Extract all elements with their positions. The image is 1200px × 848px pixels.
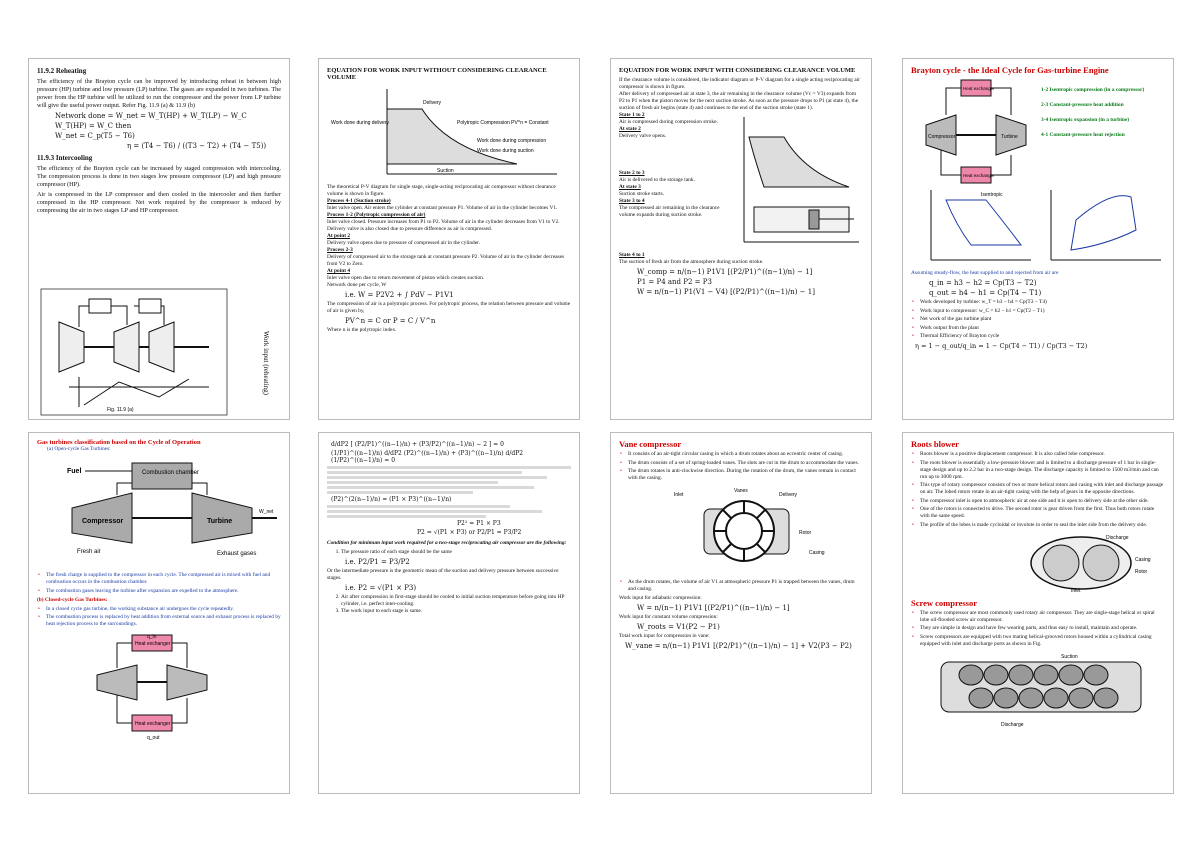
p6-eq-3: (P2)^(2(n−1)/n) = (P1 × P3)^((n−1)/n) (331, 496, 452, 503)
p7-b4: • As the drum rotates, the volume of air V1 at atmospheric pressure P1 is trapped between the vanes, drum and casing. (628, 579, 863, 593)
page-vane-compressor (610, 432, 872, 794)
p8-sb3: • Screw compressors are equipped with two mating helical-grooved rotors housed within a cylindrical casing equipped with inlet and discharge ports as shown in Fig. (920, 634, 1165, 648)
open-cycle-diagram (37, 453, 283, 565)
p8-rb3: • This type of rotary compressor consists of two or more helical rotors and casing with inlet and discharge passage on air. The lobed rotors rotate in an air-tight casing with the help of gears in the opposite directions. (920, 482, 1165, 496)
page-brayton (902, 58, 1174, 420)
qin-label: q_in (147, 634, 157, 640)
turb-label: Turbine (1001, 134, 1018, 140)
p3-t2: State 1 to 2 (619, 112, 645, 118)
legend-1: 1-2 Isentropic compression (in a compressor) (1041, 87, 1145, 93)
legend-3: 3-4 Isentropic expansion (in a turbine) (1041, 117, 1130, 123)
p8-rb4: • The compressor inlet is open to atmospheric air at one side and it is open to delivery side at the other side. (920, 498, 1165, 505)
comp-label: Compressor (928, 134, 956, 140)
p7-b3: • The drum rotates in anti-clockwise direction. During the rotation of the drum, the vanes remain in contact with the casing. (628, 468, 863, 482)
page-minimum-work (318, 432, 580, 794)
p3-t0: If the clearance volume is considered, the indicator diagram or P-V diagram for a single acting reciprocating air compressor is shown in figure. (619, 77, 860, 90)
p6-item-1c: Or the intermediate pressure is the geometric mean of the suction and delivery pressure between successive stages. (327, 568, 559, 581)
eq-whp: W_T(HP) = W_C then (55, 122, 132, 130)
pv-diagram-clearance (729, 112, 863, 252)
fuel-label: Fuel (67, 468, 82, 475)
p3-t5: Delivery valve opens. (619, 133, 667, 139)
p8-rb6: • The profile of the lobes is made cycloidal or involute in order to seal the inlet side from the delivery side. (920, 522, 1165, 529)
p3-t1: After delivery of compressed air at state 3, the air remaining in the clearance volume (Vc = V3) expands from P2 to P1 when the piston moves for the next suction stroke. As soon as the pressure drops to P1 (at state 4), the suction of fresh air begins (state 4) and continues to the end of the suction stroke (state 1). (619, 91, 859, 111)
reheat-heading: 11.9.2 Reheating (37, 67, 87, 75)
p2-t15: Where n is the polytropic index. (327, 327, 397, 333)
p6-eq-2: (1/P1)^((n−1)/n) d/dP2 (P2)^((n−1)/n) + (P3)^((n−1)/n) d/dP2 (1/P2)^((n−1)/n) = 0 (331, 450, 524, 464)
p3-t9: Suction stroke starts. (619, 191, 665, 197)
roots-casing-label: Casing (1135, 556, 1151, 563)
vane-vanes-label: Vanes (734, 488, 748, 494)
p7-t1: W = n/(n−1) P1V1 [(P2/P1)^((n−1)/n) − 1] (637, 604, 790, 612)
combustion-label: Combustion chamber (142, 470, 200, 476)
screw-compressor-diagram (911, 650, 1167, 730)
p7-t5: W_vane = n/(n−1) P1V1 [(P2/P1)^((n−1)/n) − 1] + V2(P3 − P2) (625, 642, 852, 650)
p3-t15: P1 = P4 and P2 = P3 (637, 278, 712, 286)
p5-open-head: (a) Open-cycle Gas Turbines: (47, 446, 111, 452)
screw-suction-label: Suction (1061, 653, 1078, 660)
p4-t3: • Work developed by turbine: w_T = h3 − h4 = Cp(T3 − T4) (920, 299, 1165, 306)
p3-t8: At state 3 (619, 184, 641, 190)
eq-efficiency: η = (T4 − T6) / ((T3 − T2) + (T4 − T5)) (127, 142, 267, 150)
p4-t1: q_in = h3 − h2 = Cp(T3 − T2) (929, 279, 1037, 287)
p6-item-1d: i.e. P2 = √(P1 × P3) (345, 584, 417, 592)
qout-label: q_out (147, 735, 160, 740)
closed-cycle-diagram (37, 630, 283, 740)
p4-t6: • Work output from the plant (920, 325, 1165, 332)
hx-top-label: Heat exchanger (135, 641, 171, 647)
p6-eq-1: d/dP2 [ (P2/P1)^((n−1)/n) + (P3/P2)^((n−1)/n) − 2 ] = 0 (331, 441, 504, 448)
p4-title: Brayton cycle - the Ideal Cycle for Gas-turbine Engine (911, 65, 1109, 75)
p6-item-1: 1. The pressure ratio of each stage should be the same (341, 549, 571, 556)
p3-t7: Air is delivered to the storage tank. (619, 177, 695, 183)
vane-delivery-label: Delivery (779, 492, 798, 498)
p4-t4: • Work input to compressor: w_C = h2 − h1 = Cp(T2 − T1) (920, 308, 1165, 315)
roots-inlet-label: Inlet (1071, 587, 1081, 593)
p2-t6: Delivery valve opens due to pressure of compressed air in the cylinder. (327, 240, 480, 246)
roots-discharge-label: Discharge (1106, 534, 1129, 541)
p7-title: Vane compressor (619, 439, 682, 449)
p7-t3: W_roots = V1(P2 − P1) (637, 623, 720, 631)
page-reheating (28, 58, 290, 420)
p7-t0: Work input for adiabatic compression: (619, 595, 702, 601)
p3-t10: State 3 to 4 (619, 198, 645, 204)
p6-item-3: 3. The work input to each stage is same. (341, 608, 571, 615)
p2-t0: The theoretical P-V diagram for single stage, single-acting reciprocating air compressor without clearance volume is shown in figure. (327, 184, 556, 197)
reheat-plant-figure (39, 287, 229, 417)
eq-network: Network done = W_net = W_T(HP) + W_T(LP) − W_C (55, 112, 247, 120)
roots-blower-diagram (911, 531, 1167, 593)
brayton-pv-ts-diagrams (911, 185, 1167, 265)
p3-t13: The suction of fresh air from the atmosphere during suction stroke. (619, 259, 764, 265)
legend-4: 4-1 Constant-pressure heat rejection (1041, 132, 1125, 138)
p2-t3: Process 1-2 (Polytropic compression of air) (327, 212, 426, 218)
p3-t16: W = n/(n−1) P1(V1 − V4) [(P2/P1)^((n−1)/n) − 1] (637, 288, 815, 296)
hx-bottom-label: Heat exchanger (135, 721, 171, 727)
label-work-compression: Work done during compression (477, 138, 547, 144)
p5-closed-1: • In a closed cycle gas turbine, the working substance air undergoes the cycle repeatedly. (46, 606, 281, 613)
isentropic-label: Isentropic (981, 192, 1003, 198)
label-work-suction: Work done during suction (477, 148, 534, 154)
label-delivery: Delivery (423, 100, 442, 106)
page-work-clearance (610, 58, 872, 420)
p6-heading: Condition for minimum input work required for a two-stage reciprocating air compressor are the following: (327, 540, 567, 546)
wnet-label: W_net (259, 509, 274, 515)
fig-caption: Fig. 11.9 (a) (107, 407, 134, 413)
page-work-no-clearance (318, 58, 580, 420)
p3-t4: At state 2 (619, 126, 641, 132)
p2-t11: Network done per cycle, W (327, 282, 387, 288)
p8-rb1: • Roots blower is a positive displacement compressor. It is also called lobe compressor. (920, 451, 1165, 458)
hx1-label: Heat exchanger (963, 86, 995, 91)
p6-eq-5: P2 = √(P1 × P3) or P2/P1 = P3/P2 (417, 529, 522, 536)
p4-t0: Assuming steady-flow, the heat supplied to and rejected from air are (911, 270, 1059, 276)
p3-t14: W_comp = n/(n−1) P1V1 [(P2/P1)^((n−1)/n) − 1] (637, 268, 813, 276)
p6-item-1b: i.e. P2/P1 = P3/P2 (345, 558, 410, 566)
intercool-heading: 11.9.3 Intercooling (37, 154, 93, 162)
brayton-plant-diagram (911, 75, 1041, 185)
label-polytropic: Polytropic Compression PV^n = Constant (457, 120, 549, 126)
vane-inlet-label: Inlet (674, 492, 684, 498)
p8-screw-title: Screw compressor (911, 597, 978, 608)
exhaust-label: Exhaust gases (217, 551, 257, 557)
p3-t11: The compressed air remaining in the clearance volume expands during suction stroke. (619, 205, 720, 218)
p4-t7: • Thermal Efficiency of Brayton cycle (920, 333, 1165, 340)
intercool-text-2: Air is compressed in the LP compressor and then cooled in the intercooler and then further compressed in the HP compressor. Net work required by the compressor is reduced by compressing the air in two stages LP and HP compressor. (37, 191, 281, 214)
pv-diagram-no-clearance (327, 84, 567, 184)
p2-t9: At point 4 (327, 268, 351, 274)
hx2-label: Heat exchanger (963, 173, 995, 178)
p5-title: Gas turbines classification based on the Cycle of Operation (37, 439, 201, 446)
p2-t1: Process 4-1 (Suction stroke) (327, 198, 391, 204)
p7-b2: • The drum consists of a set of spring-loaded vanes. The slots are cut in the drum to accommodate the vanes. (628, 460, 863, 467)
screw-discharge-label: Discharge (1001, 721, 1024, 728)
p4-t8: η = 1 − q_out/q_in = 1 − Cp(T4 − T1) / Cp(T3 − T2) (915, 342, 1088, 350)
p2-t4: Inlet valve closed. Pressure increases from P1 to P2. Volume of air in the cylinder decreases from V1 to V2. Delivery valve is also closed due to pressure difference as air is compressed. (327, 219, 560, 232)
p2-t12: i.e. W = P2V2 + ∫ PdV − P1V1 (345, 291, 454, 299)
vane-rotor-label: Rotor (799, 530, 812, 536)
p3-t12: State 4 to 1 (619, 252, 645, 258)
p2-t7: Process 2-3 (327, 247, 353, 253)
vane-casing-label: Casing (809, 550, 825, 556)
compressor-label: Compressor (82, 518, 124, 525)
turbine-label: Turbine (207, 518, 233, 525)
p3-t3: Air is compressed during compression stroke. (619, 119, 718, 125)
label-work-delivery: Work done during delivery (331, 120, 389, 126)
p2-t2: Inlet valve open. Air enters the cylinder at constant pressure P1. Volume of air in the cylinder becomes V1. (327, 205, 558, 211)
roots-rotor-label: Rotor (1135, 568, 1148, 575)
p8-roots-title: Roots blower (911, 439, 959, 449)
legend-2: 2-3 Constant-pressure heat addition (1041, 102, 1124, 108)
p7-t2: Work input for constant volume compression: (619, 614, 718, 620)
p2-t14: PV^n = C or P = C / V^n (345, 317, 436, 325)
p4-t5: • Net work of the gas turbine plant (920, 316, 1165, 323)
p8-rb2: • The roots blower is essentially a low-pressure blower and is limited to a discharge pressure of 1 bar in single-stage design and up to 2.2 bar in a two-stage design. The discharge capacity is limited to 1500 m3/min and can run up to 3000 rpm. (920, 460, 1165, 481)
p5-closed-head: (b) Closed-cycle Gas Turbines: (37, 596, 108, 603)
p2-t10: Inlet valve open due to return movement of piston which creates suction. (327, 275, 485, 281)
p5-closed-2: • The combustion process is replaced by heat addition from external source and exhaust process is replaced by heat rejection process to the surroundings. (46, 614, 281, 628)
p7-b1: • It consists of an air-tight circular casing in which a drum rotates about an eccentric center of casing. (628, 451, 863, 458)
p4-t2: q_out = h4 − h1 = Cp(T4 − T1) (929, 289, 1042, 297)
page-gas-turbine-classification (28, 432, 290, 794)
eq-wnet: W_net = C_p(T5 − T6) (55, 132, 135, 140)
p8-sb1: • The screw compressor are most commonly used rotary air compressor. They are single-stage helical or spiral lobe oil-flooded screw air compressor. (920, 610, 1165, 624)
label-suction: Suction (437, 168, 454, 174)
p2-title: EQUATION FOR WORK INPUT WITHOUT CONSIDERING CLEARANCE VOLUME (327, 67, 547, 81)
page-roots-screw (902, 432, 1174, 794)
p6-eq-4: P2² = P1 × P3 (457, 520, 501, 527)
p2-t5: At point 2 (327, 233, 351, 239)
p2-t13: The compression of air is a polytropic process. For polytropic process, the relation between pressure and volume of air is given by, (327, 301, 571, 314)
p2-t8: Delivery of compressed air to the storage tank at constant pressure P2. Volume of air in the cylinder decreases from V2 to Zero. (327, 254, 565, 267)
reheat-text: The efficiency of the Brayton cycle can be improved by introducing reheat in between high pressure (HP) turbine and low pressure (LP) turbine. The gases are expanded in two turbines. The power from the HP turbine will be utilized to run the compressor and the power from LP turbine will give the useful power output. Refer Fig. 11.9 (a) & 11.9 (b) (37, 78, 281, 109)
p5-open-2: • The combustion gases leaving the turbine after expansion are expelled to the atmosphere. (46, 588, 281, 595)
p8-sb2: • They are simple in design and have few wearing parts, and thus easy to install, maintain and operate. (920, 625, 1165, 632)
p8-rb5: • One of the rotors is connected to drive. The second rotor is gear driven from the first. Thus both rotors rotate with the same speed. (920, 506, 1165, 520)
p5-open-1: • The fresh charge is supplied to the compressor in each cycle. The compressed air is mixed with fuel and combustion occurs in the combustion chamber. (46, 572, 281, 586)
p3-t6: State 2 to 3 (619, 170, 645, 176)
side-label: Work input (reheating) (261, 331, 270, 395)
p7-t4: Total work input for compression in vane: (619, 633, 710, 639)
vane-compressor-diagram (619, 484, 865, 572)
fresh-air-label: Fresh air (77, 549, 101, 555)
intercool-text-1: The efficiency of the Brayton cycle can be increased by staged compression with intercooling. The compression process is done in two stages low pressure compressor (LP) and high pressure compressor (HP). (37, 165, 281, 188)
p6-item-2: 2. Air after compression in first-stage should be cooled to initial suction temperature before going into HP cylinder, i.e. perfect inter-cooling. (341, 594, 571, 608)
p3-title: EQUATION FOR WORK INPUT WITH CONSIDERING CLEARANCE VOLUME (619, 67, 856, 74)
